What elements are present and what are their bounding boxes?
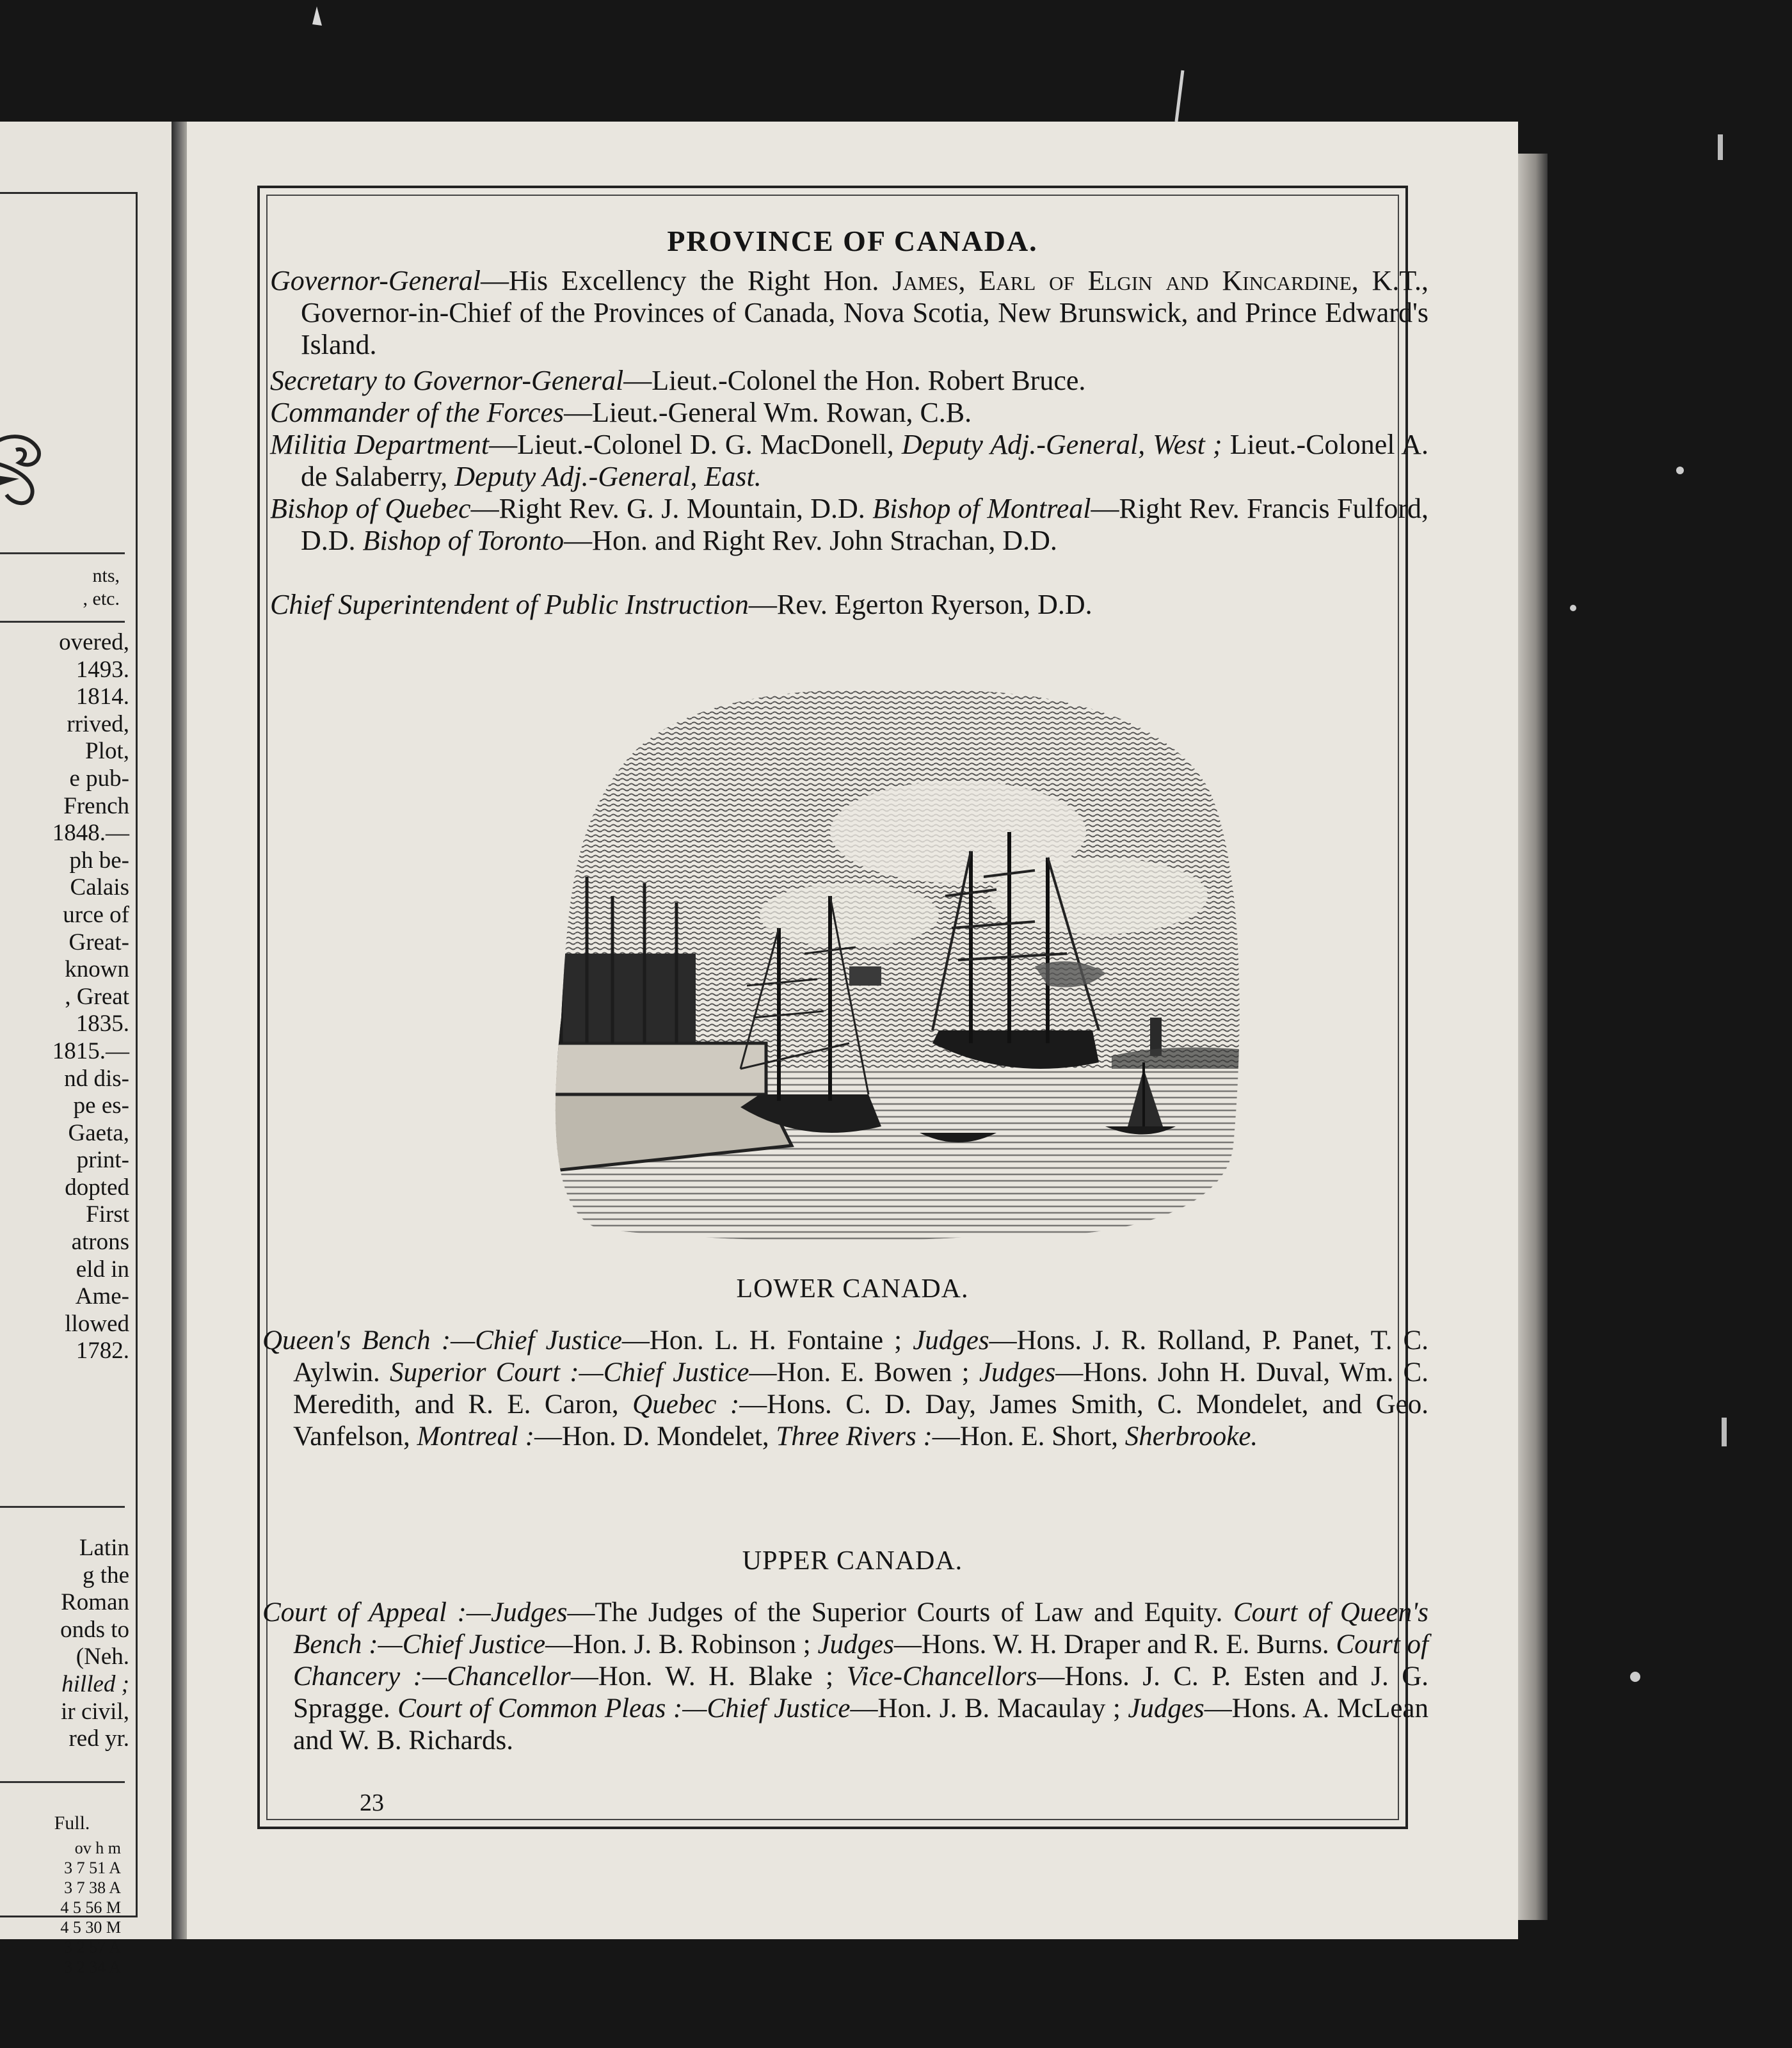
court-label: Montreal : bbox=[417, 1421, 534, 1452]
entry-superintendent bbox=[270, 589, 1428, 621]
court-label: Judges bbox=[913, 1325, 989, 1356]
entry-text: —Lieut.-Colonel the Hon. Robert Bruce. bbox=[623, 365, 1086, 396]
court-text: —Hons. J. C. P. Esten and J. G. Spragge. bbox=[293, 1661, 1429, 1724]
left-column-line: French bbox=[63, 792, 129, 819]
court-text: —Hon. L. H. Fontaine ; bbox=[621, 1325, 913, 1356]
left-column-line: urce of bbox=[63, 901, 129, 928]
harbour-engraving bbox=[548, 685, 1246, 1248]
book-gutter bbox=[172, 122, 187, 1939]
left-column-line: hilled ; bbox=[61, 1670, 129, 1697]
court-text: —Hon. W. H. Blake ; bbox=[570, 1661, 847, 1692]
left-column-line: Great- bbox=[68, 929, 129, 956]
court-label: Judges bbox=[1128, 1693, 1204, 1724]
left-head-line: , etc. bbox=[83, 588, 120, 609]
role-label: Deputy Adj.-General, West ; bbox=[901, 429, 1222, 460]
role-label: Bishop of Toronto bbox=[362, 525, 564, 556]
court-label: Judges bbox=[817, 1629, 894, 1660]
role-label: Chief Superintendent of Public Instruction bbox=[270, 589, 749, 620]
court-label: Court of Common Pleas :—Chief Justice bbox=[397, 1693, 851, 1724]
left-column-line: Plot, bbox=[85, 738, 129, 765]
left-column-line: Latin bbox=[79, 1535, 129, 1561]
role-label: Commander of the Forces bbox=[270, 397, 564, 428]
left-column-line: , Great bbox=[65, 983, 129, 1010]
court-label: Court of Appeal :—Judges bbox=[262, 1597, 568, 1628]
left-page-frame bbox=[0, 192, 138, 1976]
table-caption: Full. bbox=[54, 1812, 90, 1834]
entry-text: —Rev. Egerton Ryerson, D.D. bbox=[748, 589, 1092, 620]
lower-canada-text bbox=[262, 1325, 1428, 1453]
court-text: —Hon. D. Mondelet, bbox=[534, 1421, 776, 1452]
page-number: 23 bbox=[360, 1789, 384, 1816]
court-text: —Hon. J. B. Robinson ; bbox=[545, 1629, 818, 1660]
entry-text: —Lieut.-General Wm. Rowan, C.B. bbox=[564, 397, 972, 428]
table-row: 3 2 34 A bbox=[64, 1958, 121, 1976]
table-row: 4 5 30 M bbox=[60, 1918, 121, 1937]
left-facing-page bbox=[0, 122, 172, 1976]
left-text-column bbox=[0, 629, 129, 1365]
left-head-line: nts, bbox=[92, 565, 120, 586]
court-text: —Hons. A. McLean and W. B. Richards. bbox=[293, 1693, 1429, 1756]
left-column-line: red yr. bbox=[68, 1725, 129, 1752]
court-text: —Hon. E. Bowen ; bbox=[749, 1357, 979, 1388]
left-column-line: Calais bbox=[70, 874, 129, 901]
table-row: 3 2 57 A bbox=[64, 1938, 121, 1956]
role-label: Bishop of Quebec bbox=[270, 493, 471, 524]
role-label: Bishop of Montreal bbox=[872, 493, 1091, 524]
left-moon-table bbox=[0, 1813, 125, 1977]
entry-text: —Hon. and Right Rev. John Strachan, D.D. bbox=[564, 525, 1057, 556]
section-heading-lower-canada: LOWER CANADA. bbox=[736, 1274, 969, 1304]
left-column-line: atrons bbox=[71, 1229, 129, 1256]
court-text: —Hons. John H. Duval, Wm. C. Meredith, and R. E. Caron, bbox=[293, 1357, 1428, 1420]
left-divider bbox=[0, 1781, 125, 1783]
role-label: Secretary to Governor-General bbox=[270, 365, 624, 396]
left-column-line: Roman bbox=[61, 1589, 129, 1616]
left-column-line: 1814. bbox=[76, 684, 129, 710]
left-column-line: Gaeta, bbox=[68, 1119, 129, 1146]
entry-text: —His Excellency the Right Hon. James, Earl of Elgin and Kincardine, K.T., Governor-in-Chief of the Provinces of Canada, Nova Scotia, New Brunswick, and Prince Edward's Island. bbox=[301, 265, 1428, 360]
left-column-line: rrived, bbox=[67, 710, 129, 737]
left-column-line: llowed bbox=[65, 1310, 129, 1337]
entry-bishops bbox=[270, 493, 1428, 557]
left-column-line: 1782. bbox=[76, 1338, 129, 1364]
left-column-line: g the bbox=[83, 1562, 129, 1588]
left-divider bbox=[0, 1506, 125, 1508]
left-column-line: Ame- bbox=[75, 1283, 129, 1310]
entry-governor-general bbox=[270, 265, 1428, 361]
entry-secretary bbox=[270, 365, 1428, 397]
role-label: Militia Department bbox=[270, 429, 490, 460]
court-label: Vice-Chancellors bbox=[846, 1661, 1037, 1692]
left-column-line: 1815.— bbox=[52, 1037, 129, 1064]
left-column-line: pe es- bbox=[73, 1092, 129, 1119]
left-column-line: ph be- bbox=[69, 847, 129, 874]
role-label: Governor-General bbox=[270, 265, 481, 296]
left-column-line: 1848.— bbox=[52, 820, 129, 847]
court-label: Superior Court :—Chief Justice bbox=[389, 1357, 749, 1388]
table-row: 3 7 38 A bbox=[64, 1878, 121, 1897]
left-column-line: ir civil, bbox=[61, 1698, 129, 1725]
upper-canada-text bbox=[262, 1597, 1428, 1757]
court-label: Quebec : bbox=[632, 1389, 740, 1420]
court-label: Court of Chancery :—Chancellor bbox=[293, 1629, 1428, 1692]
court-label: Queen's Bench :—Chief Justice bbox=[262, 1325, 622, 1356]
court-label: Sherbrooke. bbox=[1124, 1421, 1258, 1452]
left-text-column-2 bbox=[0, 1535, 129, 1753]
entry-text: —Right Rev. Francis Fulford, D.D. bbox=[301, 493, 1428, 556]
small-caps-name: James, Earl of Elgin and Kincardine bbox=[892, 265, 1352, 296]
court-text: —The Judges of the Superior Courts of Law and Equity. bbox=[567, 1597, 1233, 1628]
court-text: —Hons. W. H. Draper and R. E. Burns. bbox=[893, 1629, 1336, 1660]
court-label: Court of Queen's Bench :—Chief Justice bbox=[293, 1597, 1429, 1660]
left-column-line: 1493. bbox=[76, 656, 129, 683]
section-heading-upper-canada: UPPER CANADA. bbox=[742, 1546, 963, 1576]
left-column-heads bbox=[0, 552, 125, 623]
left-column-line: known bbox=[65, 956, 129, 983]
left-column-line: First bbox=[86, 1201, 129, 1228]
entry-text: —Lieut.-Colonel D. G. MacDonell, bbox=[489, 429, 902, 460]
page-edge bbox=[1518, 154, 1548, 1920]
left-column-line: e pub- bbox=[69, 765, 129, 792]
entry-text: —Right Rev. G. J. Mountain, D.D. bbox=[470, 493, 873, 524]
left-column-line: 1835. bbox=[76, 1011, 129, 1037]
court-label: Three Rivers : bbox=[776, 1421, 932, 1452]
page-23 bbox=[187, 122, 1518, 1939]
court-text: —Hons. C. D. Day, James Smith, C. Mondelet, and Geo. Vanfelson, bbox=[293, 1389, 1428, 1452]
left-column-line: eld in bbox=[76, 1256, 129, 1283]
ornament-icon bbox=[0, 367, 45, 559]
court-text: —Hons. J. R. Rolland, P. Panet, T. C. Aylwin. bbox=[293, 1325, 1428, 1388]
left-column-line: onds to bbox=[60, 1616, 129, 1643]
page-title: PROVINCE OF CANADA. bbox=[667, 225, 1038, 257]
table-row: 3 7 51 A bbox=[64, 1859, 121, 1877]
left-column-line: dopted bbox=[65, 1174, 129, 1201]
court-label: Judges bbox=[979, 1357, 1056, 1388]
left-column-line: print- bbox=[76, 1147, 129, 1174]
table-row: ov h m bbox=[74, 1839, 121, 1857]
role-label: Deputy Adj.-General, East. bbox=[454, 461, 762, 492]
entry-text: Lieut.-Colonel A. de Salaberry, bbox=[301, 429, 1428, 492]
left-column-line: overed, bbox=[59, 629, 129, 655]
entry-commander bbox=[270, 397, 1428, 429]
court-text: —Hon. J. B. Macaulay ; bbox=[850, 1693, 1128, 1724]
court-text: —Hon. E. Short, bbox=[932, 1421, 1125, 1452]
left-column-line: nd dis- bbox=[64, 1065, 129, 1092]
entry-militia bbox=[270, 429, 1428, 493]
table-row: 4 5 56 M bbox=[60, 1898, 121, 1917]
left-column-line: (Neh. bbox=[76, 1644, 129, 1670]
